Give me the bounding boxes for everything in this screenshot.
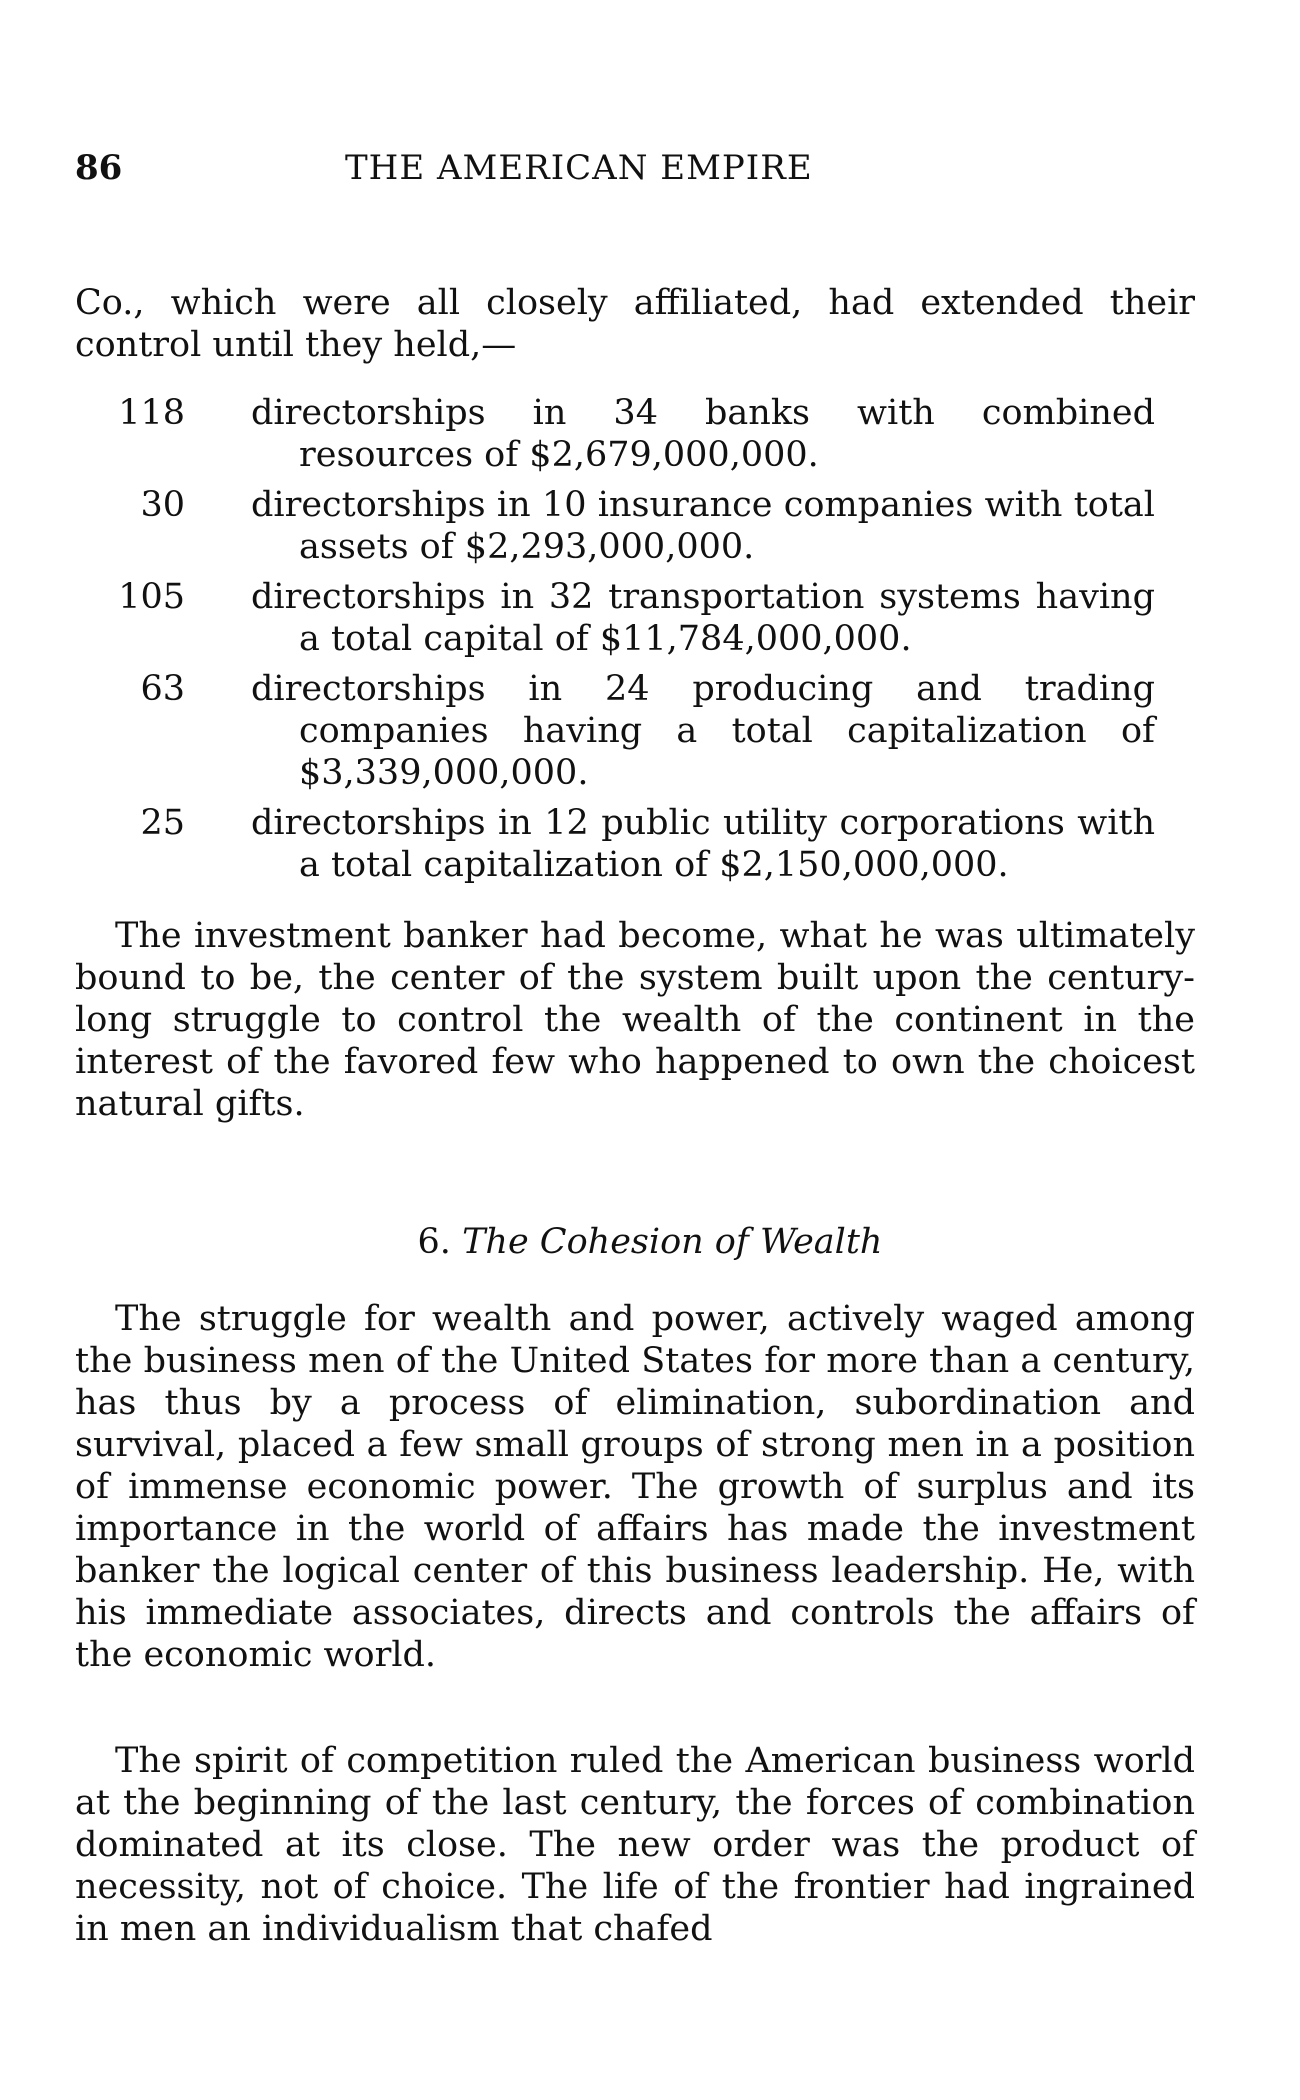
- running-title: THE AMERICAN EMPIRE: [345, 148, 813, 188]
- directorship-text: directorships in 34 banks with combined resources of $2,679,000,000.: [251, 393, 1155, 475]
- page-header: [0, 148, 1300, 198]
- list-item: [75, 392, 1155, 476]
- directorship-count: 30: [140, 485, 185, 525]
- list-item: [75, 576, 1155, 660]
- section-heading: [0, 1222, 1300, 1262]
- directorship-count: 63: [140, 669, 185, 709]
- list-item: [75, 802, 1155, 886]
- directorship-count: 105: [118, 577, 185, 617]
- section-title: The Cohesion of Wealth: [462, 1222, 883, 1262]
- section-number: 6.: [417, 1222, 451, 1262]
- struggle-paragraph: The struggle for wealth and power, actively waged among the business men of the United States for more than a century, has thus by a process of elimination, subordination and survival, placed a few small groups of strong men in a position of immense economic power. The growth of surplus and its importance in the world of affairs has made the investment banker the logical center of this business leadership. He, with his immediate associates, directs and controls the affairs of the economic world.: [75, 1299, 1195, 1675]
- intro-paragraph: Co., which were all closely affiliated, had extended their control until they held,—: [75, 283, 1195, 365]
- directorship-text: directorships in 12 public utility corporations with a total capitalization of $2,150,000,000.: [251, 803, 1155, 885]
- page-number: 86: [75, 148, 123, 188]
- list-item: [75, 484, 1155, 568]
- spirit-paragraph: The spirit of competition ruled the American business world at the beginning of the last century, the forces of combination dominated at its close. The new order was the product of necessity, not of choice. The life of the frontier had ingrained in men an individualism that chafed: [75, 1741, 1195, 1949]
- directorship-count: 118: [118, 393, 185, 433]
- directorship-text: directorships in 24 producing and trading companies having a total capitalization of $3,339,000,000.: [251, 669, 1155, 793]
- directorship-text: directorships in 10 insurance companies with total assets of $2,293,000,000.: [251, 485, 1155, 567]
- directorship-text: directorships in 32 transportation systems having a total capital of $11,784,000,000.: [251, 577, 1155, 659]
- directorship-count: 25: [140, 803, 185, 843]
- list-item: [75, 668, 1155, 794]
- investment-banker-paragraph: The investment banker had become, what he was ultimately bound to be, the center of the system built upon the century-long struggle to control the wealth of the continent in the interest of the favored few who happened to own the choicest natural gifts.: [75, 916, 1195, 1124]
- directorships-list: [75, 392, 1155, 894]
